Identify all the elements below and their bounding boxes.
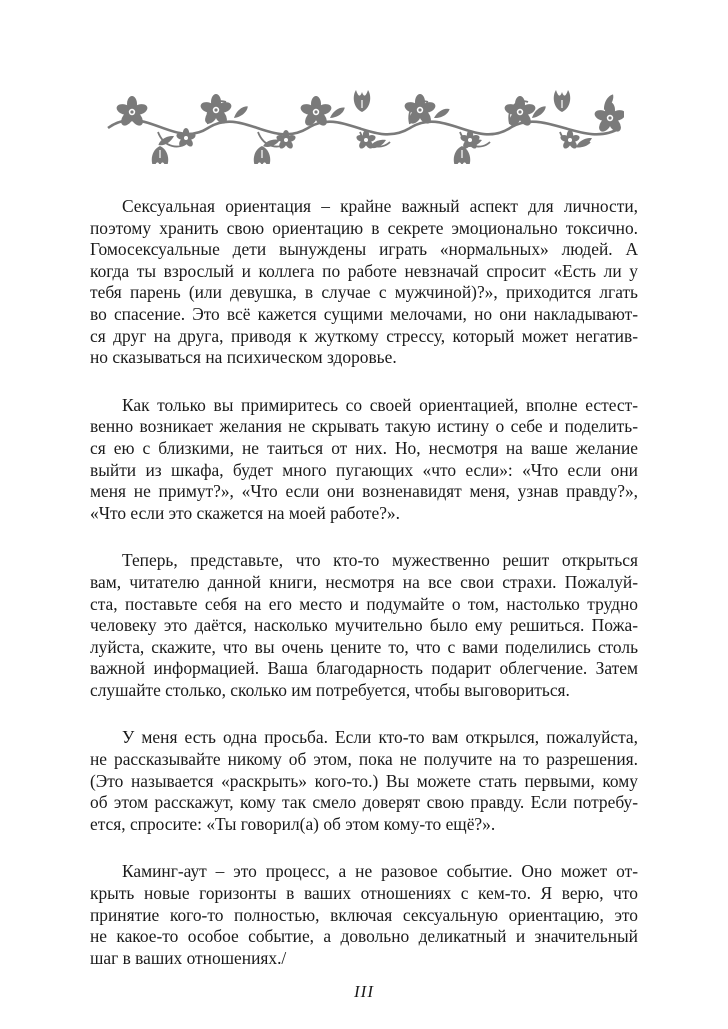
text-line: тебя парень (или девушка, в случае с мужчиной)?», приходится лгать — [90, 282, 638, 303]
text-line: важной информацией. Ваша благодарность подарит облегчение. Затем — [90, 658, 638, 679]
text-line: принятие кого-то полностью, включая сексуальную ориентацию, это — [90, 904, 638, 925]
text-line: во спасение. Это всё кажется сущими мелочами, но они накладывают- — [90, 303, 638, 324]
text-line: поэтому хранить свою ориентацию в секрете эмоционально токсично. — [90, 217, 638, 238]
body-text — [90, 196, 638, 995]
text-line: Как только вы примиритесь со своей ориентацией, вполне естест- — [122, 394, 638, 415]
text-line: У меня есть одна просьба. Если кто-то вам открылся, пожалуйста, — [122, 727, 638, 748]
text-line: ся ею с близкими, не таиться от них. Но, несмотря на ваше желание — [90, 437, 638, 458]
text-line: но сказываться на психическом здоровье. — [90, 347, 397, 368]
text-line: крыть новые горизонты в ваших отношениях с кем-то. Я верю, что — [90, 883, 638, 904]
paragraph-3 — [90, 550, 638, 701]
text-line: не какое-то особое событие, а довольно деликатный и значительный — [90, 926, 638, 947]
text-line: вам, читателю данной книги, несмотря на все свои страхи. Пожалуй- — [90, 571, 638, 592]
text-line: когда ты взрослый и коллега по работе невзначай спросит «Есть ли у — [90, 260, 638, 281]
text-line: Сексуальная ориентация – крайне важный аспект для личности, — [122, 196, 638, 216]
paragraph-5 — [90, 861, 638, 969]
text-line: Каминг-аут – это процесс, а не разовое событие. Оно может от- — [122, 861, 638, 882]
text-line: «Что если это скажется на моей работе?». — [90, 502, 400, 523]
page-number: III — [354, 982, 374, 1001]
text-line: выйти из шкафа, будет много пугающих «что если»: «Что если они — [90, 459, 638, 480]
text-line: луйста, скажите, что вы очень цените то, что с вами поделились столь — [90, 636, 638, 657]
text-line: (Это называется «раскрыть» кого-то.) Вы можете стать первыми, кому — [90, 770, 638, 791]
text-line: ся друг на друга, приводя к жуткому стрессу, который может негатив- — [90, 325, 638, 346]
text-line: Гомосексуальные дети вынуждены играть «нормальных» людей. А — [90, 239, 638, 260]
paragraph-2 — [90, 395, 638, 525]
text-line: венно возникает желания не скрывать такую истину о себе и поделить- — [90, 416, 638, 437]
paragraph-1 — [90, 196, 638, 369]
text-line: меня не примут?», «Что если они возненавидят меня, узнав правду?», — [90, 481, 638, 502]
text-line: не рассказывайте никому об этом, пока не получите на то разрешения. — [90, 749, 638, 770]
text-line: слушайте столько, сколько им потребуется, чтобы выговориться. — [90, 679, 570, 700]
text-line: ется, спросите: «Ты говорил(а) об этом кому-то ещё?». — [90, 813, 496, 834]
text-line: Теперь, представьте, что кто-то мужественно решит открыться — [122, 550, 638, 571]
text-line: человеку это даётся, насколько мучительно было ему решиться. Пожа- — [90, 615, 638, 636]
floral-ornament — [104, 88, 624, 164]
text-line: об этом расскажут, кому так смело доверят свою правду. Если потребу- — [90, 792, 638, 813]
text-line: ста, поставьте себя на его место и подумайте о том, настолько трудно — [90, 593, 638, 614]
paragraph-4 — [90, 727, 638, 835]
text-line: шаг в ваших отношениях./ — [90, 947, 287, 968]
